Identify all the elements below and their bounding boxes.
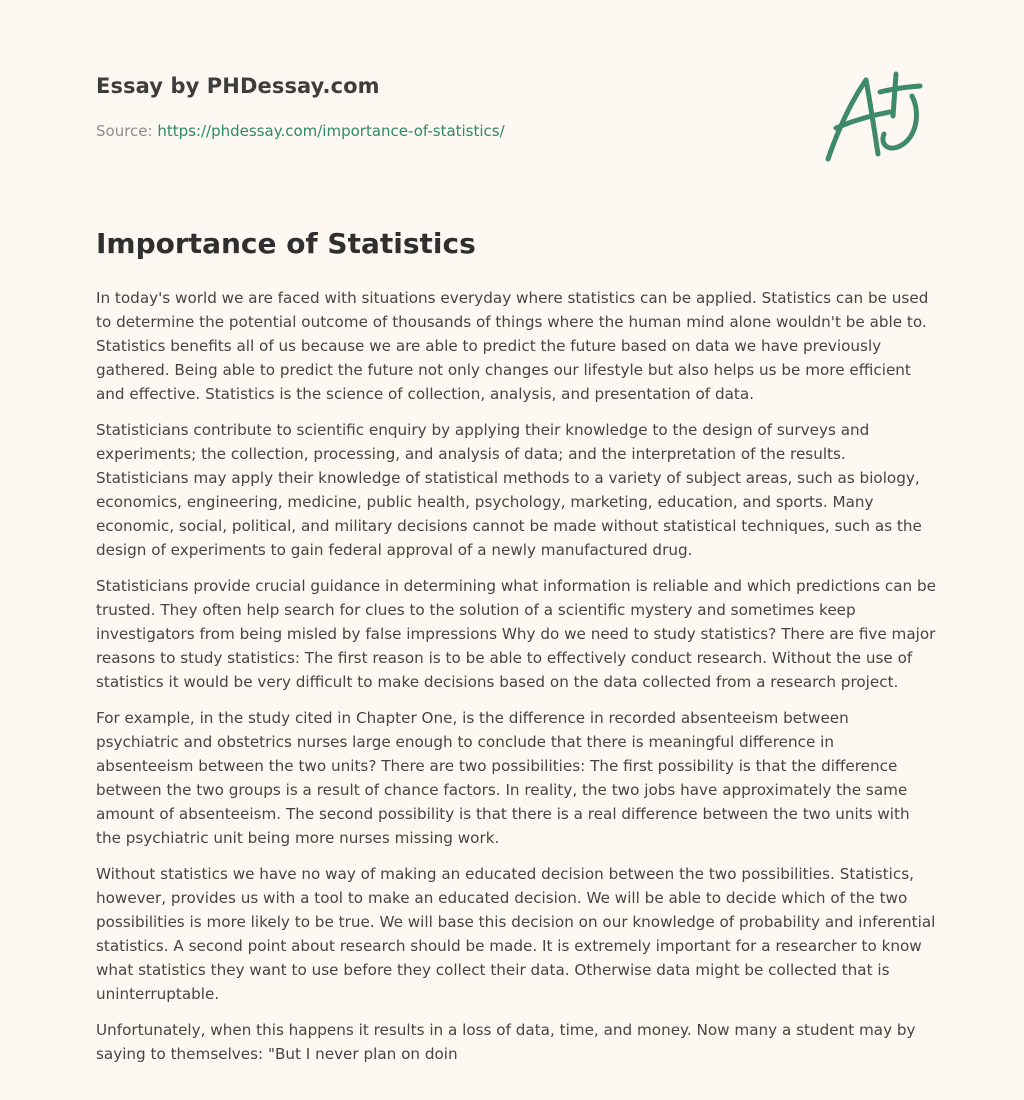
site-title: Essay by PHDessay.com	[96, 74, 380, 98]
essay-paragraph: For example, in the study cited in Chapter One, is the difference in recorded absenteeism between psychiatric and obstetrics nurses large enough to conclude that there is meaningful difference in absenteeism between the two units? There are two possibilities: The first possibility is that the difference between the two groups is a result of chance factors. In reality, the two jobs have approximately the same amount of absenteeism. The second possibility is that there is a real difference between the two units with the psychiatric unit being more nurses missing work.	[96, 709, 910, 847]
essay-content	[96, 224, 936, 1078]
source-line	[96, 122, 696, 140]
essay-title: Importance of Statistics	[96, 227, 476, 260]
essay-paragraph: In today's world we are faced with situations everyday where statistics can be applied. Statistics can be used to determine the potential outcome of thousands of things where the human mind alone wouldn't be able to. Statistics benefits all of us because we are able to predict the future based on data we have previously gathered. Being able to predict the future not only changes our lifestyle but also helps us be more efficient and effective. Statistics is the science of collection, analysis, and presentation of data.	[96, 289, 929, 403]
essay-paragraph: Unfortunately, when this happens it results in a loss of data, time, and money. Now many a student may by saying to themselves: "But I never plan on doin	[96, 1021, 916, 1063]
essay-paragraph: Without statistics we have no way of making an educated decision between the two possibilities. Statistics, however, provides us with a tool to make an educated decision. We will be able to decide which of the two possibilities is more likely to be true. We will base this decision on our knowledge of probability and inferential statistics. A second point about research should be made. It is extremely important for a researcher to know what statistics they want to use before they collect their data. Otherwise data might be collected that is uninterruptable.	[96, 865, 936, 1003]
a-plus-grade-icon	[818, 66, 928, 166]
source-label: Source:	[96, 122, 158, 140]
essay-paragraph: Statisticians provide crucial guidance in determining what information is reliable and which predictions can be trusted. They often help search for clues to the solution of a scientific mystery and sometimes keep investigators from being misled by false impressions Why do we need to study statistics? There are five major reasons to study statistics: The first reason is to be able to effectively conduct research. Without the use of statistics it would be very difficult to make decisions based on the data collected from a research project.	[96, 577, 936, 691]
essay-paragraph: Statisticians contribute to scientific enquiry by applying their knowledge to the design of surveys and experiments; the collection, processing, and analysis of data; and the interpretation of the results. Statisticians may apply their knowledge of statistical methods to a variety of subject areas, such as biology, economics, engineering, medicine, public health, psychology, marketing, education, and sports. Many economic, social, political, and military decisions cannot be made without statistical techniques, such as the design of experiments to gain federal approval of a newly manufactured drug.	[96, 421, 922, 559]
page-header	[96, 74, 696, 140]
source-link[interactable]: https://phdessay.com/importance-of-statistics/	[157, 122, 505, 140]
